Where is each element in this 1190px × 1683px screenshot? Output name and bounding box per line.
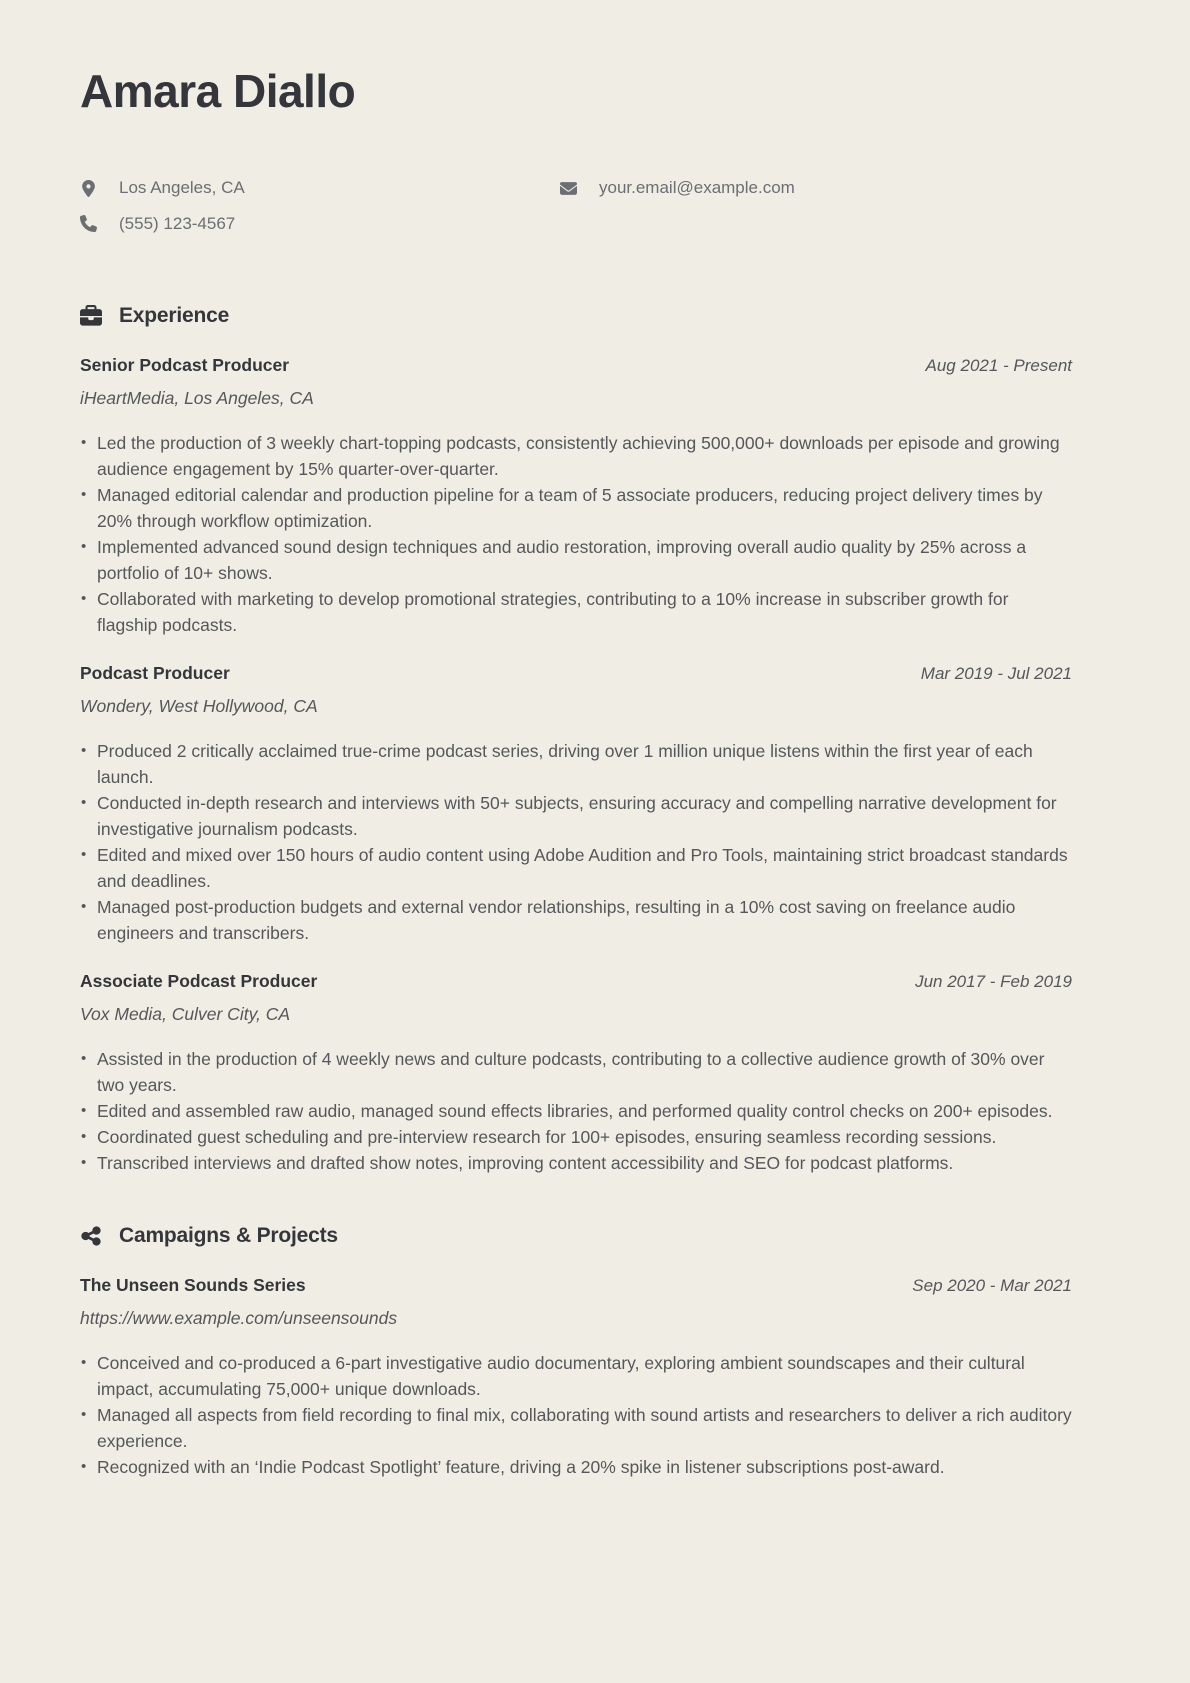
location-text: Los Angeles, CA — [119, 178, 245, 198]
bullet-item: • Conceived and co-produced a 6-part investigative audio documentary, exploring ambient soundscapes and their cultural impact, accumulating 75,000+ unique downloads. — [80, 1350, 1072, 1402]
entry — [80, 971, 1072, 1176]
bullet-item: • Conducted in-depth research and interviews with 50+ subjects, ensuring accuracy and compelling narrative development for investigative journalism podcasts. — [80, 790, 1072, 842]
bullet-item: • Coordinated guest scheduling and pre-interview research for 100+ episodes, ensuring seamless recording sessions. — [80, 1124, 1072, 1150]
entry-title: Podcast Producer — [80, 662, 230, 683]
bullet-item: • Led the production of 3 weekly chart-topping podcasts, consistently achieving 500,000+ downloads per episode and growing audience engagement by 15% quarter-over-quarter. — [80, 430, 1072, 482]
sections-container — [80, 304, 1072, 1480]
entry-date: Jun 2017 - Feb 2019 — [915, 971, 1072, 991]
entry-title: Associate Podcast Producer — [80, 970, 318, 991]
share-nodes-icon — [80, 1225, 102, 1247]
section-header — [80, 304, 1072, 328]
entry-date: Aug 2021 - Present — [925, 355, 1072, 375]
bullet-item: • Managed editorial calendar and production pipeline for a team of 5 associate producers, reducing project delivery times by 20% through workflow optimization. — [80, 482, 1072, 534]
entry-bullet-list — [80, 738, 1072, 946]
bullet-item: • Produced 2 critically acclaimed true-crime podcast series, driving over 1 million unique listens within the first year of each launch. — [80, 738, 1072, 790]
bullet-item: • Managed all aspects from field recording to final mix, collaborating with sound artists and researchers to deliver a rich auditory experience. — [80, 1402, 1072, 1454]
contact-location — [80, 175, 560, 201]
entry-title: Senior Podcast Producer — [80, 354, 290, 375]
section-header — [80, 1224, 1072, 1248]
section-title: Campaigns & Projects — [119, 1223, 338, 1247]
section-entries — [80, 1275, 1072, 1480]
entry-date: Mar 2019 - Jul 2021 — [920, 663, 1072, 683]
bullet-item: • Implemented advanced sound design techniques and audio restoration, improving overall audio quality by 25% across a portfolio of 10+ shows. — [80, 534, 1072, 586]
phone-text: (555) 123-4567 — [119, 213, 236, 233]
email-text[interactable]: your.email@example.com — [599, 178, 795, 198]
contact-left-column — [80, 175, 560, 246]
location-pin-icon — [80, 180, 97, 197]
name-heading: Amara Diallo — [80, 65, 356, 117]
entry-subtitle: Wondery, West Hollywood, CA — [80, 695, 318, 716]
section-entries — [80, 355, 1072, 1176]
section-campaigns-projects — [80, 1224, 1072, 1480]
phone-icon — [80, 215, 97, 232]
entry-bullet-list — [80, 1350, 1072, 1480]
bullet-item: • Collaborated with marketing to develop promotional strategies, contributing to a 10% increase in subscriber growth for flagship podcasts. — [80, 586, 1072, 638]
entry-subtitle: iHeartMedia, Los Angeles, CA — [80, 387, 314, 408]
entry-bullet-list — [80, 1046, 1072, 1176]
bullet-item: • Recognized with an ‘Indie Podcast Spotlight’ feature, driving a 20% spike in listener subscriptions post-award. — [80, 1454, 1072, 1480]
entry-title: The Unseen Sounds Series — [80, 1274, 306, 1295]
bullet-item: • Assisted in the production of 4 weekly news and culture podcasts, contributing to a collective audience growth of 30% over two years. — [80, 1046, 1072, 1098]
entry-date: Sep 2020 - Mar 2021 — [912, 1275, 1072, 1295]
briefcase-icon — [80, 305, 102, 327]
envelope-icon — [560, 180, 577, 197]
bullet-item: • Transcribed interviews and drafted show notes, improving content accessibility and SEO for podcast platforms. — [80, 1150, 1072, 1176]
contact-phone — [80, 211, 560, 237]
bullet-item: • Edited and assembled raw audio, managed sound effects libraries, and performed quality control checks on 200+ episodes. — [80, 1098, 1072, 1124]
entry — [80, 355, 1072, 638]
project-url[interactable]: https://www.example.com/unseensounds — [80, 1307, 398, 1328]
bullet-item: • Managed post-production budgets and external vendor relationships, resulting in a 10% cost saving on freelance audio engineers and transcribers. — [80, 894, 1072, 946]
entry — [80, 1275, 1072, 1480]
bullet-item: • Edited and mixed over 150 hours of audio content using Adobe Audition and Pro Tools, maintaining strict broadcast standards and deadlines. — [80, 842, 1072, 894]
entry-subtitle: Vox Media, Culver City, CA — [80, 1003, 291, 1024]
contact-email — [560, 175, 1040, 201]
section-experience — [80, 304, 1072, 1176]
entry-bullet-list — [80, 430, 1072, 638]
entry — [80, 663, 1072, 946]
contact-block — [80, 175, 1072, 246]
contact-right-column — [560, 175, 1040, 246]
section-title: Experience — [119, 303, 230, 327]
